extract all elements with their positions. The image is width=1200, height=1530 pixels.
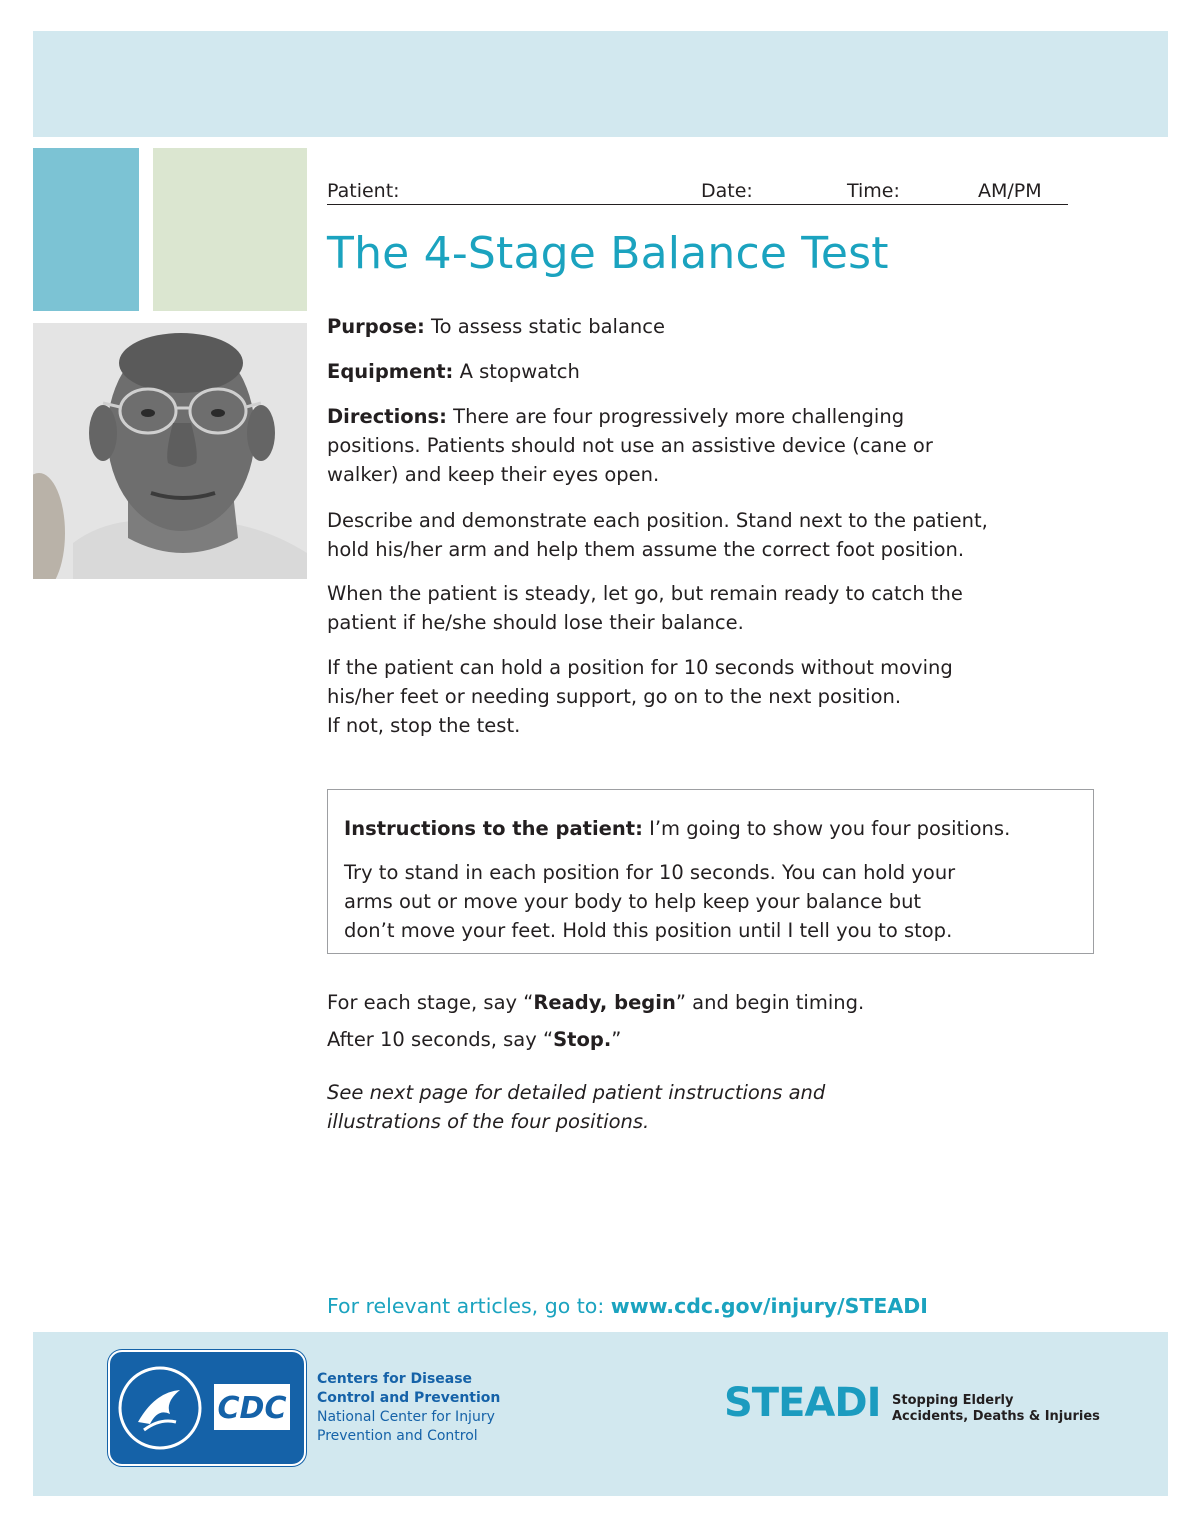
instructions-body	[344, 858, 1064, 945]
instructions-line-2: arms out or move your body to help keep your balance but	[344, 890, 922, 913]
stop-phrase: Stop.	[553, 1028, 612, 1051]
after-post: ”	[611, 1028, 622, 1051]
steadi-url-link[interactable]: www.cdc.gov/injury/STEADI	[610, 1294, 928, 1318]
cdc-line-4: Prevention and Control	[317, 1428, 478, 1444]
directions-label: Directions:	[327, 405, 447, 428]
patient-info-line	[327, 180, 1068, 205]
instructions-line-1: Try to stand in each position for 10 seconds. You can hold your	[344, 861, 956, 884]
directions-line-3: walker) and keep their eyes open.	[327, 463, 660, 486]
directions-paragraph	[327, 402, 1047, 489]
ampm-label: AM/PM	[978, 180, 1042, 202]
steadi-tagline	[892, 1393, 1100, 1425]
cdc-line-2: Control and Prevention	[317, 1390, 501, 1406]
top-banner	[33, 31, 1168, 137]
steadi-tag-line-1: Stopping Elderly	[892, 1393, 1014, 1408]
stage-pre: For each stage, say “	[327, 991, 534, 1014]
ready-begin-phrase: Ready, begin	[533, 991, 676, 1014]
page-title: The 4-Stage Balance Test	[327, 228, 889, 279]
cdc-line-1: Centers for Disease	[317, 1371, 473, 1387]
directions-line-2: positions. Patients should not use an assistive device (cane or	[327, 434, 933, 457]
equipment-label: Equipment:	[327, 360, 454, 383]
describe-line-2: hold his/her arm and help them assume the correct foot position.	[327, 538, 965, 561]
hold-paragraph	[327, 653, 1047, 740]
equipment-paragraph	[327, 357, 1047, 386]
cdc-agency-text	[317, 1370, 500, 1446]
instructions-text: I’m going to show you four positions.	[649, 817, 1011, 840]
stage-post: ” and begin timing.	[675, 991, 865, 1014]
patient-photo	[33, 323, 307, 579]
after-pre: After 10 seconds, say “	[327, 1028, 554, 1051]
see-next-page-note	[327, 1078, 1047, 1136]
purpose-text: To assess static balance	[430, 315, 666, 338]
steady-line-2: patient if he/she should lose their balance.	[327, 611, 744, 634]
articles-text: For relevant articles, go to:	[327, 1294, 611, 1318]
purpose-paragraph	[327, 312, 1047, 341]
directions-line-1: There are four progressively more challenging	[453, 405, 905, 428]
patient-label: Patient:	[327, 180, 400, 202]
decorative-green-square	[153, 148, 307, 311]
describe-line-1: Describe and demonstrate each position. Stand next to the patient,	[327, 509, 988, 532]
see-next-line-1: See next page for detailed patient instructions and	[327, 1081, 826, 1104]
patient-instructions-box	[327, 789, 1094, 954]
after-instruction	[327, 1025, 1047, 1054]
hhs-eagle-icon	[138, 1390, 180, 1424]
hold-line-1: If the patient can hold a position for 10 seconds without moving	[327, 656, 953, 679]
date-label: Date:	[701, 180, 753, 202]
steadi-tag-line-2: Accidents, Deaths & Injuries	[892, 1409, 1100, 1424]
hold-line-3: If not, stop the test.	[327, 714, 521, 737]
instructions-label: Instructions to the patient:	[344, 817, 643, 840]
instructions-line-3: don’t move your feet. Hold this position until I tell you to stop.	[344, 919, 953, 942]
see-next-line-2: illustrations of the four positions.	[327, 1110, 650, 1133]
steadi-logo: STEADI	[724, 1380, 881, 1426]
hhs-cdc-logo	[108, 1350, 306, 1466]
time-label: Time:	[847, 180, 900, 202]
instructions-intro	[344, 814, 1064, 843]
steady-paragraph	[327, 579, 1047, 637]
cdc-logo-text: CDC	[217, 1391, 287, 1426]
describe-paragraph	[327, 506, 1047, 564]
purpose-label: Purpose:	[327, 315, 425, 338]
equipment-text: A stopwatch	[459, 360, 580, 383]
stage-instruction	[327, 988, 1047, 1017]
decorative-blue-square	[33, 148, 139, 311]
cdc-line-3: National Center for Injury	[317, 1409, 495, 1425]
relevant-articles-line	[327, 1294, 928, 1318]
steady-line-1: When the patient is steady, let go, but remain ready to catch the	[327, 582, 963, 605]
hold-line-2: his/her feet or needing support, go on to the next position.	[327, 685, 902, 708]
